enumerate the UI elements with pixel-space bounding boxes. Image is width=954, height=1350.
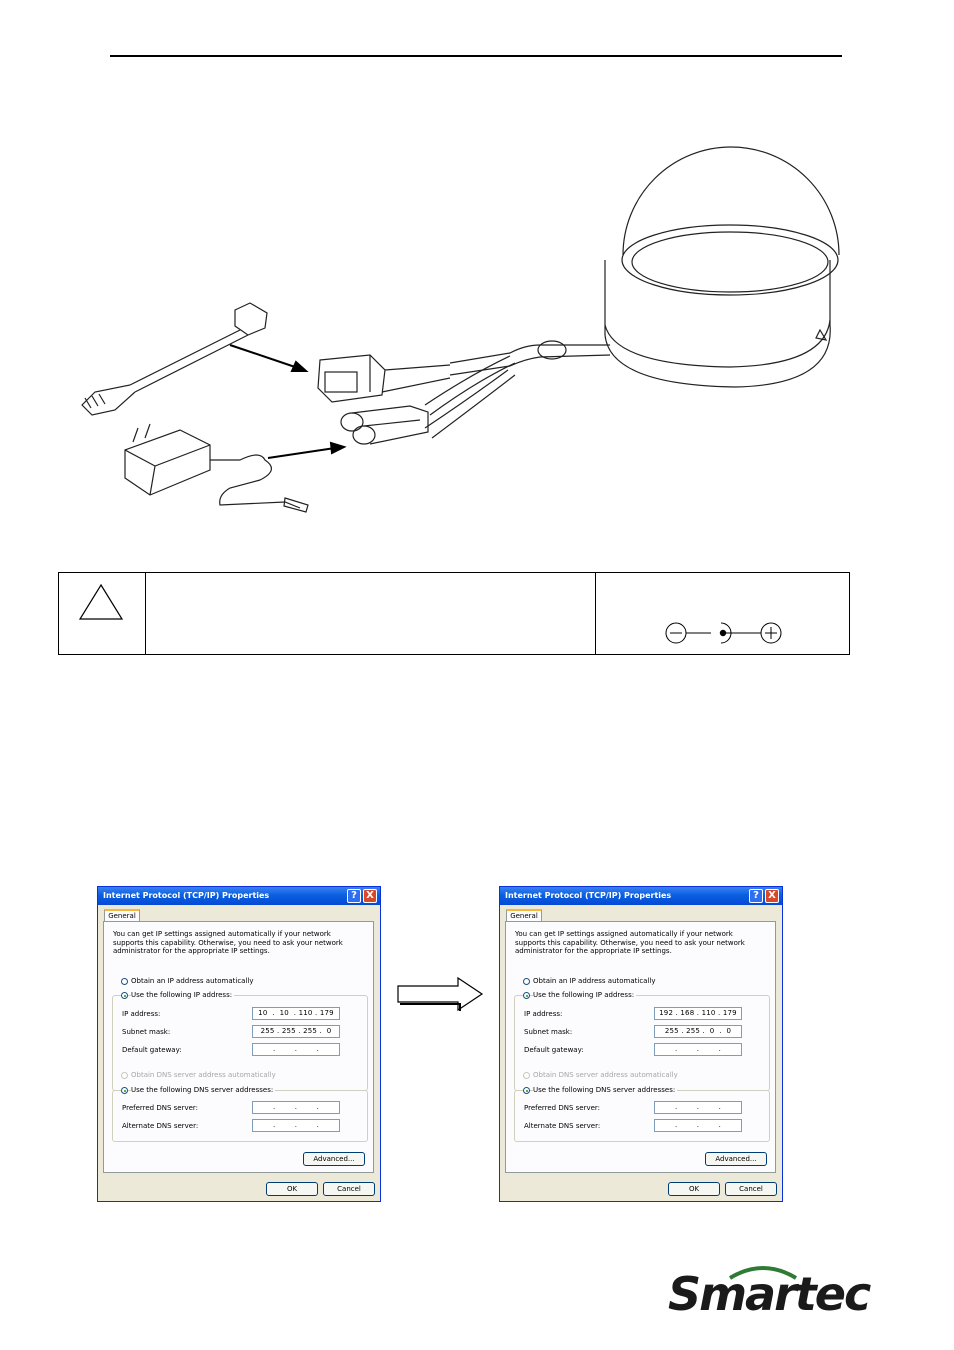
auto-ip-label: Obtain an IP address automatically xyxy=(533,977,656,985)
cancel-button[interactable]: Cancel xyxy=(323,1182,375,1196)
manual-ip-label: Use the following IP address: xyxy=(131,991,233,999)
gateway-field[interactable]: . . . xyxy=(654,1043,742,1056)
intro-text: You can get IP settings assigned automatically if your network supports this capability. Otherwise, you need to ask your network administrator for the appropriate IP settings. xyxy=(113,930,343,955)
manual-ip-radio[interactable] xyxy=(523,992,530,999)
gateway-label: Default gateway: xyxy=(122,1046,182,1054)
auto-ip-radio[interactable] xyxy=(121,978,128,985)
dns-group xyxy=(112,1090,368,1142)
warning-triangle-icon xyxy=(59,573,145,654)
auto-ip-radio[interactable] xyxy=(523,978,530,985)
subnet-mask-label: Subnet mask: xyxy=(524,1028,573,1036)
manual-dns-radio[interactable] xyxy=(523,1087,530,1094)
warning-table xyxy=(58,572,850,655)
auto-dns-radio[interactable] xyxy=(523,1072,530,1079)
subnet-mask-label: Subnet mask: xyxy=(122,1028,171,1036)
auto-dns-label: Obtain DNS server address automatically xyxy=(131,1071,276,1079)
ip-address-label: IP address: xyxy=(524,1010,563,1018)
dialog-title: Internet Protocol (TCP/IP) Properties xyxy=(103,891,270,900)
manual-dns-label: Use the following DNS server addresses: xyxy=(131,1086,274,1094)
table-divider xyxy=(595,573,596,654)
close-button[interactable]: X xyxy=(363,889,377,903)
auto-dns-radio[interactable] xyxy=(121,1072,128,1079)
smartec-logo xyxy=(668,1258,870,1321)
subnet-mask-field[interactable]: 255 . 255 . 0 . 0 xyxy=(654,1025,742,1038)
tab-general[interactable]: General xyxy=(506,909,542,922)
warning-cell xyxy=(59,573,146,654)
advanced-button[interactable]: Advanced... xyxy=(705,1152,767,1166)
logo-text: Smartec xyxy=(668,1267,870,1321)
header-rule xyxy=(110,55,842,57)
title-bar[interactable] xyxy=(98,887,380,905)
help-button[interactable]: ? xyxy=(347,889,361,903)
ok-button[interactable]: OK xyxy=(266,1182,318,1196)
preferred-dns-label: Preferred DNS server: xyxy=(122,1104,199,1112)
cancel-button[interactable]: Cancel xyxy=(725,1182,777,1196)
manual-dns-radio[interactable] xyxy=(121,1087,128,1094)
gateway-label: Default gateway: xyxy=(524,1046,584,1054)
alternate-dns-field[interactable]: . . . xyxy=(252,1119,340,1132)
general-panel xyxy=(505,921,776,1173)
manual-ip-label: Use the following IP address: xyxy=(533,991,635,999)
dc-polarity-icon xyxy=(659,618,789,648)
camera-connection-illustration xyxy=(70,160,840,525)
auto-dns-label: Obtain DNS server address automatically xyxy=(533,1071,678,1079)
ip-address-field[interactable]: 192 . 168 . 110 . 179 xyxy=(654,1007,742,1020)
title-bar[interactable] xyxy=(500,887,782,905)
gateway-field[interactable]: . . . xyxy=(252,1043,340,1056)
alternate-dns-label: Alternate DNS server: xyxy=(524,1122,601,1130)
close-button[interactable]: X xyxy=(765,889,779,903)
dialog-title: Internet Protocol (TCP/IP) Properties xyxy=(505,891,672,900)
preferred-dns-label: Preferred DNS server: xyxy=(524,1104,601,1112)
general-panel xyxy=(103,921,374,1173)
ip-address-label: IP address: xyxy=(122,1010,161,1018)
manual-ip-radio[interactable] xyxy=(121,992,128,999)
right-arrow-icon xyxy=(396,976,484,1012)
auto-ip-label: Obtain an IP address automatically xyxy=(131,977,254,985)
help-button[interactable]: ? xyxy=(749,889,763,903)
manual-dns-label: Use the following DNS server addresses: xyxy=(533,1086,676,1094)
preferred-dns-field[interactable]: . . . xyxy=(654,1101,742,1114)
alternate-dns-label: Alternate DNS server: xyxy=(122,1122,199,1130)
preferred-dns-field[interactable]: . . . xyxy=(252,1101,340,1114)
alternate-dns-field[interactable]: . . . xyxy=(654,1119,742,1132)
tcpip-dialog-before xyxy=(97,886,381,1202)
ok-button[interactable]: OK xyxy=(668,1182,720,1196)
dns-group xyxy=(514,1090,770,1142)
ip-address-field[interactable]: 10 . 10 . 110 . 179 xyxy=(252,1007,340,1020)
tab-general[interactable]: General xyxy=(104,909,140,922)
subnet-mask-field[interactable]: 255 . 255 . 255 . 0 xyxy=(252,1025,340,1038)
advanced-button[interactable]: Advanced... xyxy=(303,1152,365,1166)
intro-text: You can get IP settings assigned automatically if your network supports this capability. Otherwise, you need to ask your network administrator for the appropriate IP settings. xyxy=(515,930,745,955)
tcpip-dialog-after xyxy=(499,886,783,1202)
